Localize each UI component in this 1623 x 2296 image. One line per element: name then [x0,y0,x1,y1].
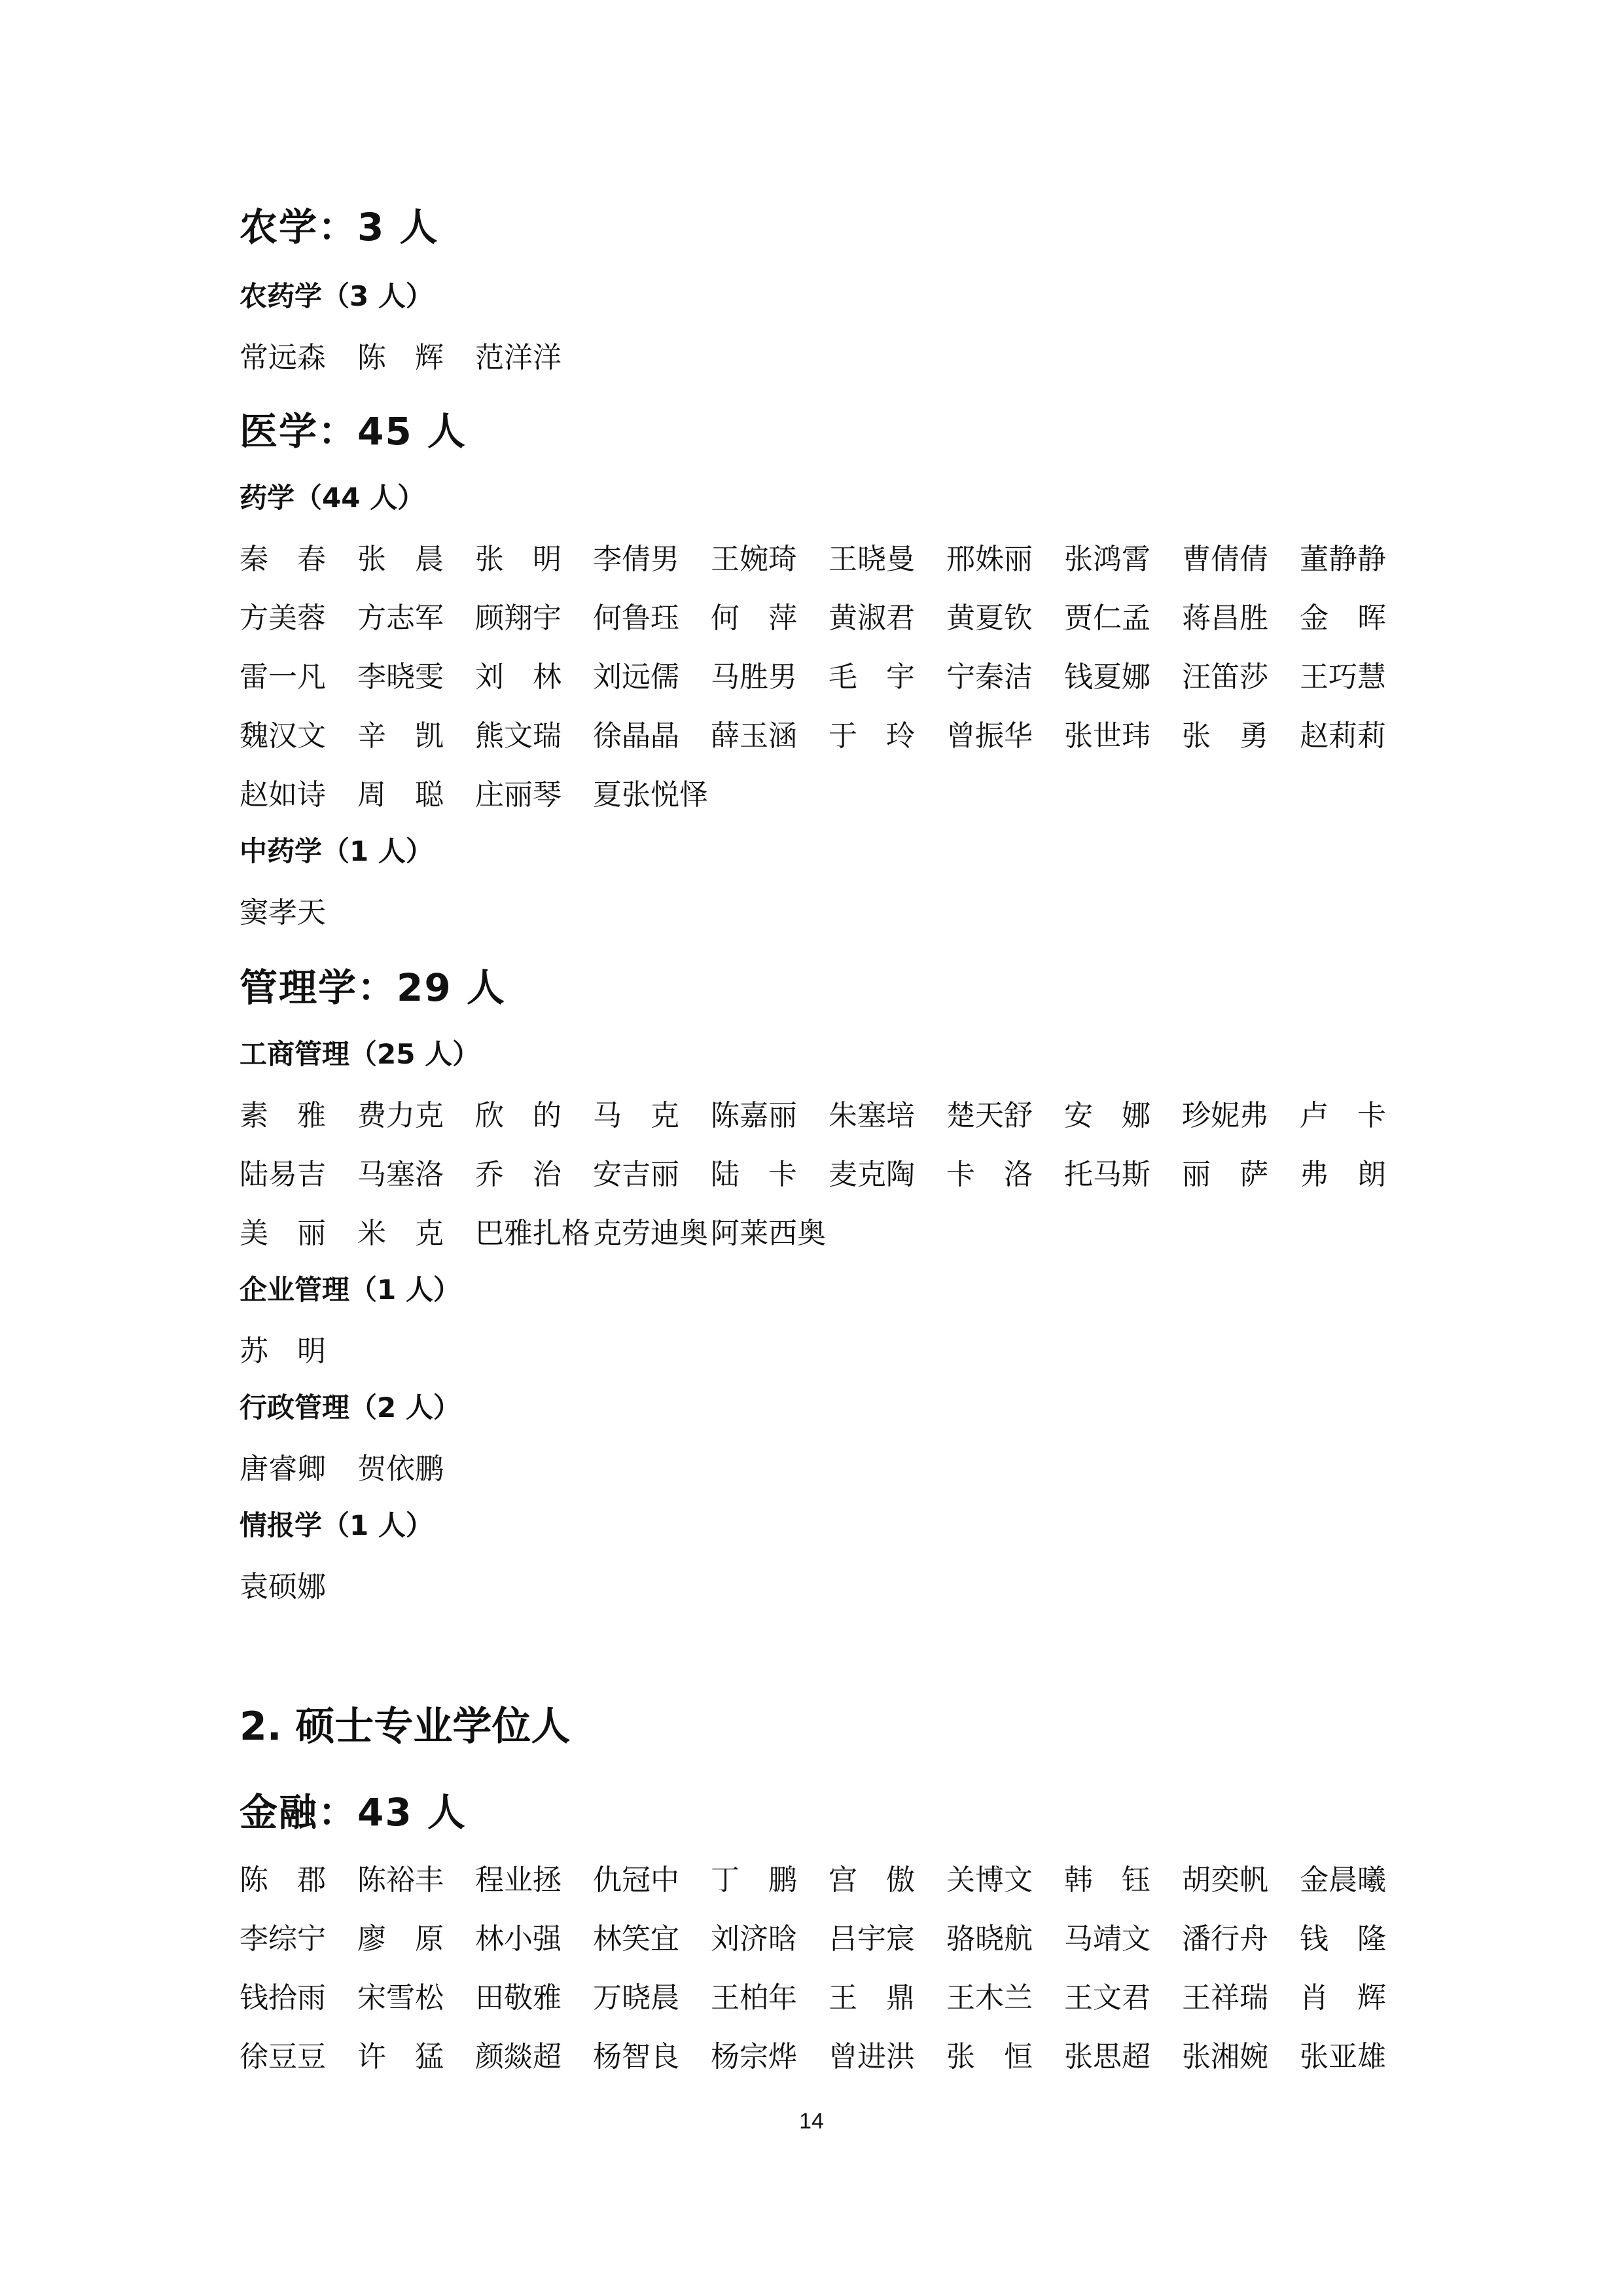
person-name: 钱拾雨 [240,1981,326,2015]
person-name: 陆 卡 [711,1158,797,1191]
person-name: 朱塞培 [829,1099,915,1132]
person-name: 关博文 [946,1863,1033,1897]
person-name: 杨智良 [593,2040,679,2073]
person-name: 贾仁孟 [1064,601,1150,635]
page-number: 14 [799,2109,824,2134]
person-name: 宁秦洁 [946,660,1033,694]
person-name: 王木兰 [946,1981,1033,2015]
person-name: 曾振华 [946,719,1033,753]
person-name: 辛 凯 [357,719,444,753]
person-name: 金 晖 [1300,601,1386,635]
person-name: 陈 辉 [357,341,444,374]
major-heading: 行政管理（2 人） [240,1391,461,1424]
person-name: 金晨曦 [1300,1863,1386,1897]
person-name: 董静静 [1300,543,1386,576]
major-heading: 中药学（1 人） [240,835,433,867]
person-name: 肖 辉 [1300,1981,1386,2015]
person-name: 钱夏娜 [1064,660,1150,694]
name-row [240,1915,1418,1957]
person-name: 克劳迪奥 [593,1217,708,1250]
person-name: 贺依鹏 [357,1452,444,1486]
major-heading: 企业管理（1 人） [240,1274,461,1306]
person-name: 张 恒 [946,2040,1033,2073]
person-name: 王 鼎 [829,1981,915,2015]
name-row [240,1151,1418,1193]
person-name: 胡奕帆 [1182,1863,1268,1897]
person-name: 美 丽 [240,1217,326,1250]
person-name: 雷一凡 [240,660,326,694]
person-name: 何 萍 [711,601,797,635]
person-name: 韩 钰 [1064,1863,1150,1897]
person-name: 周 聪 [357,778,444,812]
person-name: 许 猛 [357,2040,444,2073]
person-name: 陆易吉 [240,1158,326,1191]
person-name: 万晓晨 [593,1981,679,2015]
person-name: 李综宁 [240,1922,326,1956]
name-row [240,1856,1418,1898]
person-name: 宫 傲 [829,1863,915,1897]
person-name: 薛玉涵 [711,719,797,753]
person-name: 陈嘉丽 [711,1099,797,1132]
person-name: 邢姝丽 [946,543,1033,576]
discipline-heading: 医学：45 人 [240,409,467,454]
discipline-heading: 管理学：29 人 [240,965,506,1010]
person-name: 张亚雄 [1300,2040,1386,2073]
person-name: 素 雅 [240,1099,326,1132]
person-name: 田敬雅 [475,1981,562,2015]
name-row [240,1445,1418,1487]
person-name: 赵莉莉 [1300,719,1386,753]
person-name: 巴雅扎格 [475,1217,590,1250]
person-name: 张鸿霄 [1064,543,1150,576]
person-name: 顾翔宇 [475,601,562,635]
person-name: 安 娜 [1064,1099,1150,1132]
person-name: 王祥瑞 [1182,1981,1268,2015]
person-name: 夏张悦怿 [593,778,708,812]
person-name: 徐晶晶 [593,719,679,753]
major-heading: 药学（44 人） [240,482,425,514]
name-row [240,1327,1418,1369]
name-row [240,535,1418,577]
person-name: 李倩男 [593,543,679,576]
discipline-heading: 金融：43 人 [240,1790,467,1835]
person-name: 赵如诗 [240,778,326,812]
person-name: 丽 萨 [1182,1158,1268,1191]
person-name: 李晓雯 [357,660,444,694]
person-name: 张湘婉 [1182,2040,1268,2073]
name-row [240,653,1418,695]
person-name: 林小强 [475,1922,562,1956]
person-name: 毛 宇 [829,660,915,694]
name-row [240,594,1418,636]
person-name: 费力克 [357,1099,444,1132]
section-heading: 2. 硕士专业学位人 [240,1704,571,1749]
person-name: 刘 林 [475,660,562,694]
person-name: 王柏年 [711,1981,797,2015]
person-name: 廖 原 [357,1922,444,1956]
person-name: 庄丽琴 [475,778,562,812]
person-name: 阿莱西奥 [711,1217,826,1250]
person-name: 王婉琦 [711,543,797,576]
person-name: 马 克 [593,1099,679,1132]
person-name: 珍妮弗 [1182,1099,1268,1132]
person-name: 熊文瑞 [475,719,562,753]
person-name: 常远森 [240,341,326,374]
name-row [240,1974,1418,2016]
person-name: 汪笛莎 [1182,660,1268,694]
person-name: 曹倩倩 [1182,543,1268,576]
person-name: 苏 明 [240,1335,326,1368]
person-name: 张思超 [1064,2040,1150,2073]
name-row [240,1092,1418,1134]
discipline-heading: 农学：3 人 [240,205,439,249]
person-name: 张 勇 [1182,719,1268,753]
person-name: 唐睿卿 [240,1452,326,1486]
person-name: 魏汉文 [240,719,326,753]
person-name: 仇冠中 [593,1863,679,1897]
person-name: 马靖文 [1064,1922,1150,1956]
person-name: 陈裕丰 [357,1863,444,1897]
person-name: 刘济晗 [711,1922,797,1956]
person-name: 托马斯 [1064,1158,1150,1191]
person-name: 王晓曼 [829,543,915,576]
person-name: 麦克陶 [829,1158,915,1191]
person-name: 米 克 [357,1217,444,1250]
name-row [240,334,1418,376]
major-heading: 农药学（3 人） [240,280,433,312]
person-name: 潘行舟 [1182,1922,1268,1956]
name-row [240,889,1418,931]
person-name: 黄夏钦 [946,601,1033,635]
person-name: 陈 郡 [240,1863,326,1897]
person-name: 蒋昌胜 [1182,601,1268,635]
person-name: 卡 洛 [946,1158,1033,1191]
person-name: 杨宗烨 [711,2040,797,2073]
major-heading: 工商管理（25 人） [240,1038,480,1070]
person-name: 张 明 [475,543,562,576]
person-name: 宋雪松 [357,1981,444,2015]
person-name: 丁 鹏 [711,1863,797,1897]
person-name: 刘远儒 [593,660,679,694]
person-name: 乔 治 [475,1158,562,1191]
person-name: 骆晓航 [946,1922,1033,1956]
person-name: 钱 隆 [1300,1922,1386,1956]
person-name: 张世玮 [1064,719,1150,753]
name-row [240,2033,1418,2075]
person-name: 安吉丽 [593,1158,679,1191]
person-name: 马胜男 [711,660,797,694]
person-name: 吕宇宸 [829,1922,915,1956]
person-name: 王文君 [1064,1981,1150,2015]
person-name: 欣 的 [475,1099,562,1132]
person-name: 秦 春 [240,543,326,576]
name-row [240,712,1418,754]
name-row [240,771,1418,813]
person-name: 徐豆豆 [240,2040,326,2073]
person-name: 何鲁珏 [593,601,679,635]
person-name: 颜燚超 [475,2040,562,2073]
person-name: 范洋洋 [475,341,562,374]
major-heading: 情报学（1 人） [240,1509,433,1541]
person-name: 马塞洛 [357,1158,444,1191]
person-name: 楚天舒 [946,1099,1033,1132]
person-name: 弗 朗 [1300,1158,1386,1191]
name-row [240,1210,1418,1251]
person-name: 林笑宜 [593,1922,679,1956]
person-name: 窦孝天 [240,896,326,929]
person-name: 于 玲 [829,719,915,753]
person-name: 方美蓉 [240,601,326,635]
name-row [240,1563,1418,1605]
person-name: 程业拯 [475,1863,562,1897]
person-name: 黄淑君 [829,601,915,635]
person-name: 曾进洪 [829,2040,915,2073]
person-name: 方志军 [357,601,444,635]
person-name: 袁硕娜 [240,1570,326,1604]
person-name: 王巧慧 [1300,660,1386,694]
person-name: 卢 卡 [1300,1099,1386,1132]
person-name: 张 晨 [357,543,444,576]
